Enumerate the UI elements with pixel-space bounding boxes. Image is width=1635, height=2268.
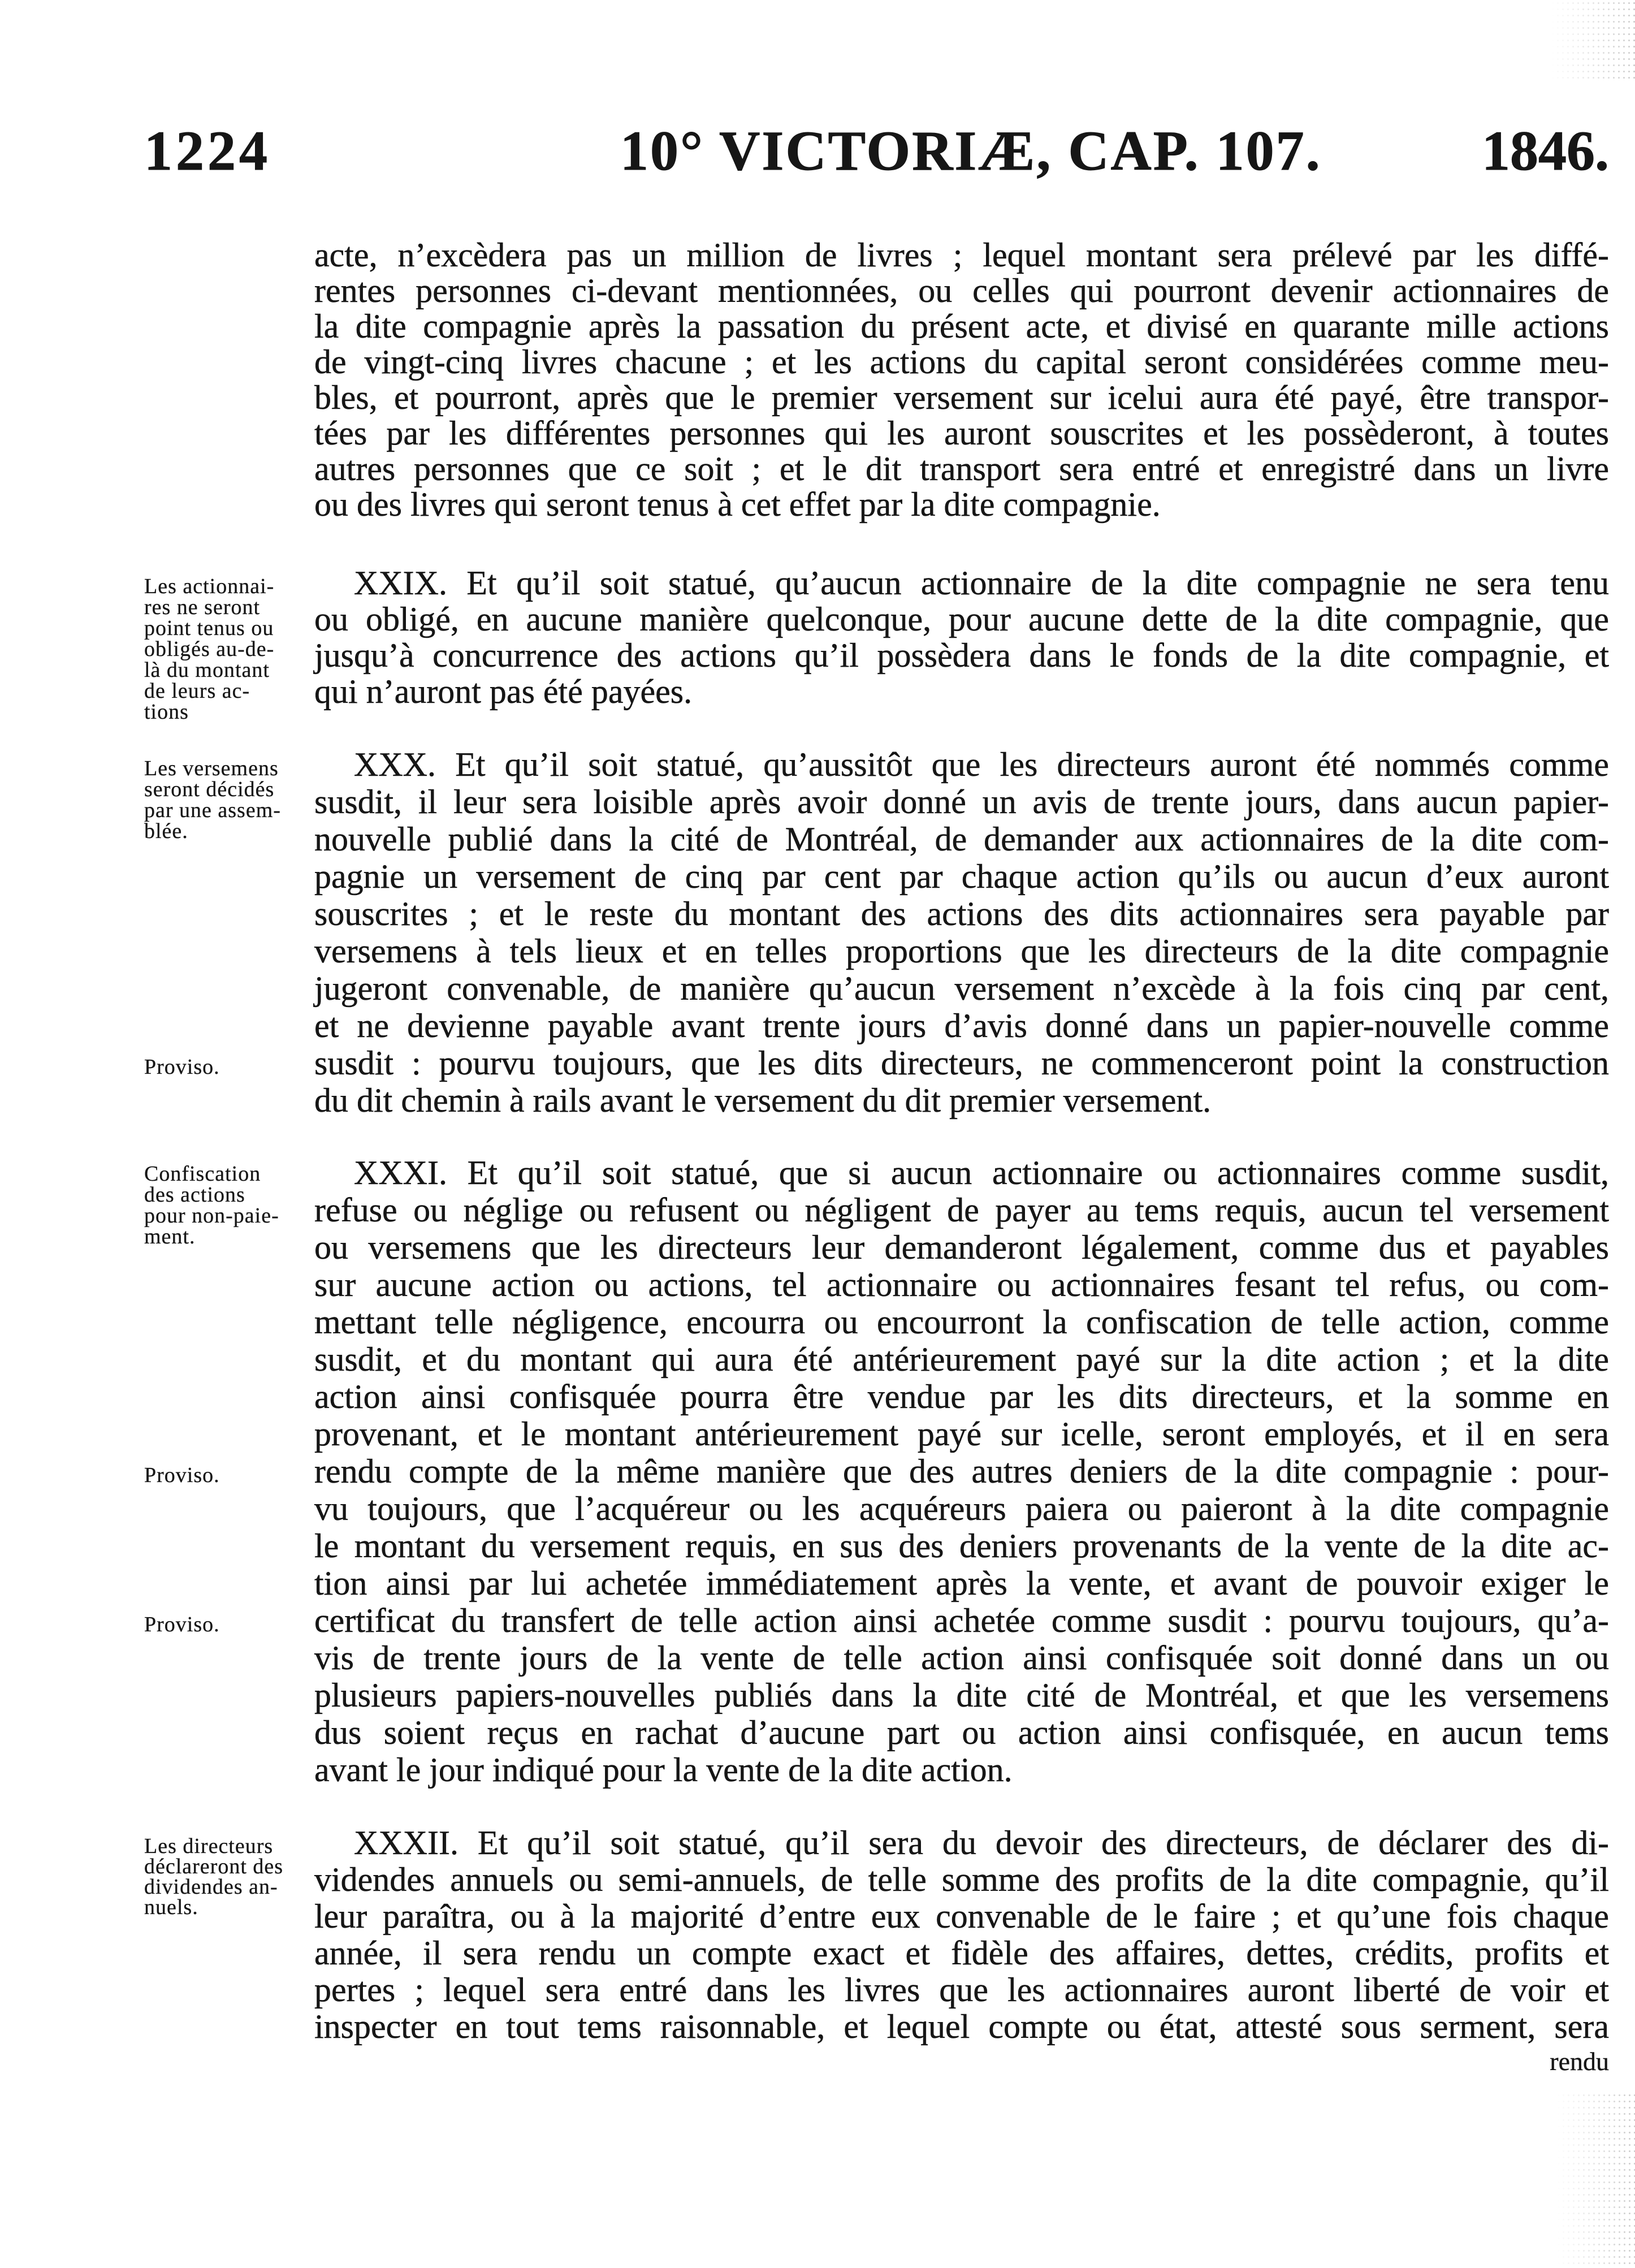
section-xxix	[314, 565, 1609, 710]
catchword: rendu	[1550, 2047, 1609, 2076]
margin-note-proviso	[144, 1465, 302, 1486]
body-line: qui n’auront pas été payées.	[314, 673, 693, 710]
body-line: jusqu’à concurrence des actions qu’il possèdera dans le fonds de la dite compagnie, et	[314, 637, 1609, 674]
margin-note-line: Les actionnai-	[144, 574, 275, 598]
body-line: XXXII. Et qu’il soit statué, qu’il sera du devoir des directeurs, de déclarer des di-	[354, 1824, 1609, 1861]
margin-note-line: seront décidés	[144, 777, 275, 801]
body-line: sur aucune action ou actions, tel actionnaire ou actionnaires fesant tel refus, ou com-	[314, 1266, 1609, 1303]
body-line: inspecter en tout tems raisonnable, et lequel compte ou état, attesté sous serment, sera	[314, 2008, 1609, 2045]
body-line: vu toujours, que l’acquéreur ou les acquéreurs paiera ou paieront à la dite compagnie	[314, 1490, 1609, 1527]
margin-note-line: déclareront des	[144, 1855, 284, 1878]
margin-note-line: Proviso.	[144, 1055, 220, 1079]
body-line: rendu compte de la même manière que des autres deniers de la dite compagnie : pour-	[314, 1453, 1609, 1490]
body-line: pertes ; lequel sera entré dans les livres que les actionnaires auront liberté de voir et	[314, 1971, 1609, 2008]
margin-note-line: res ne seront	[144, 595, 261, 619]
margin-note-line: pour non-paie-	[144, 1204, 279, 1228]
margin-note-line: Les versemens	[144, 757, 279, 780]
body-line: tion ainsi par lui achetée immédiatement après la vente, et avant de pouvoir exiger le	[314, 1565, 1609, 1602]
scan-speckle-bottom-right	[1556, 2092, 1635, 2268]
body-line: susdit, il leur sera loisible après avoir donné un avis de trente jours, dans aucun papier-	[314, 783, 1609, 820]
body-line: pagnie un versement de cinq par cent par chaque action qu’ils ou aucun d’eux auront	[314, 858, 1609, 895]
margin-note-line: point tenus ou	[144, 616, 274, 640]
margin-note-proviso	[144, 1057, 302, 1078]
margin-note-line: obligés au-de-	[144, 637, 275, 661]
body-line: versemens à tels lieux et en telles proportions que les directeurs de la dite compagnie	[314, 932, 1609, 970]
body-line: et ne devienne payable avant trente jours d’avis donné dans un papier-nouvelle comme	[314, 1007, 1609, 1044]
margin-note-forfeiture	[144, 1164, 302, 1247]
margin-note-line: de leurs ac-	[144, 679, 250, 703]
body-line: mettant telle négligence, encourra ou encourront la confiscation de telle action, comme	[314, 1303, 1609, 1341]
body-line: leur paraîtra, ou à la majorité d’entre eux convenable de le faire ; et qu’une fois chaque	[314, 1898, 1609, 1935]
body-line: le montant du versement requis, en sus des deniers provenants de la vente de la dite ac-	[314, 1527, 1609, 1565]
margin-note-line: des actions	[144, 1183, 245, 1207]
body-line: autres personnes que ce soit ; et le dit transport sera entré et enregistré dans un livre	[314, 450, 1609, 487]
section-xxxi	[314, 1154, 1609, 1789]
body-line: année, il sera rendu un compte exact et fidèle des affaires, dettes, crédits, profits et	[314, 1934, 1609, 1972]
margin-note-line: Les directeurs	[144, 1834, 274, 1858]
body-line: refuse ou néglige ou refusent ou négligent de payer au tems requis, aucun tel versement	[314, 1191, 1609, 1229]
body-line: susdit, et du montant qui aura été antérieurement payé sur la dite action ; et la dite	[314, 1341, 1609, 1378]
body-line: tées par les différentes personnes qui les auront souscrites et les possèderont, à toutes	[314, 414, 1609, 452]
body-line: ou versemens que les directeurs leur demanderont légalement, comme dus et payables	[314, 1229, 1609, 1266]
body-line: la dite compagnie après la passation du présent acte, et divisé en quarante mille actions	[314, 308, 1609, 345]
margin-note-calls-for-payment	[144, 758, 302, 842]
body-line: ou des livres qui seront tenus à cet effet par la dite compagnie.	[314, 486, 1161, 523]
margin-note-line: par une assem-	[144, 798, 281, 822]
body-line: bles, et pourront, après que le premier versement sur icelui aura été payé, être transpor-	[314, 379, 1609, 416]
running-title: 10° VICTORIÆ, CAP. 107.	[620, 119, 1322, 182]
body-line: nouvelle publié dans la cité de Montréal, de demander aux actionnaires de la dite com-	[314, 820, 1609, 858]
body-line: certificat du transfert de telle action ainsi achetée comme susdit : pourvu toujours, qu’a-	[314, 1602, 1609, 1639]
body-line: plusieurs papiers-nouvelles publiés dans la dite cité de Montréal, et que les versemens	[314, 1677, 1609, 1714]
body-line: susdit : pourvu toujours, que les dits directeurs, ne commenceront point la construction	[314, 1044, 1609, 1082]
continued-paragraph	[314, 237, 1609, 522]
running-year: 1846.	[1482, 119, 1609, 182]
margin-note-line: Proviso.	[144, 1613, 220, 1636]
margin-note-proviso	[144, 1614, 302, 1635]
section-xxxii	[314, 1825, 1609, 2045]
body-line: souscrites ; et le reste du montant des actions des dits actionnaires sera payable par	[314, 895, 1609, 932]
margin-note-line: Confiscation	[144, 1162, 261, 1186]
margin-note-line: tions	[144, 700, 189, 724]
body-line: action ainsi confisquée pourra être vendue par les dits directeurs, et la somme en	[314, 1378, 1609, 1415]
body-line: rentes personnes ci-devant mentionnées, ou celles qui pourront devenir actionnaires de	[314, 272, 1609, 309]
body-line: ou obligé, en aucune manière quelconque, pour aucune dette de la dite compagnie, que	[314, 601, 1609, 638]
margin-note-line: dividendes an-	[144, 1875, 278, 1899]
margin-note-dividends	[144, 1836, 302, 1917]
body-line: videndes annuels ou semi-annuels, de telle somme des profits de la dite compagnie, qu’il	[314, 1861, 1609, 1898]
margin-note-line: là du montant	[144, 658, 270, 682]
body-line: du dit chemin à rails avant le versement du dit premier versement.	[314, 1082, 1212, 1119]
margin-note-line: ment.	[144, 1225, 196, 1249]
scan-speckle-top-right	[1550, 0, 1635, 79]
margin-note-line: blée.	[144, 819, 188, 843]
margin-note-shareholder-liability	[144, 576, 302, 723]
body-line: dus soient reçus en rachat d’aucune part ou action ainsi confisquée, en aucun tems	[314, 1714, 1609, 1751]
body-line: jugeront convenable, de manière qu’aucun versement n’excède à la fois cinq par cent,	[314, 970, 1609, 1007]
body-line: XXXI. Et qu’il soit statué, que si aucun actionnaire ou actionnaires comme susdit,	[354, 1154, 1609, 1191]
body-line: acte, n’excèdera pas un million de livres ; lequel montant sera prélevé par les diffé-	[314, 236, 1609, 274]
body-line: vis de trente jours de la vente de telle action ainsi confisquée soit donné dans un ou	[314, 1639, 1609, 1677]
page-number: 1224	[144, 119, 271, 182]
body-line: XXIX. Et qu’il soit statué, qu’aucun actionnaire de la dite compagnie ne sera tenu	[354, 564, 1609, 602]
body-line: de vingt-cinq livres chacune ; et les actions du capital seront considérées comme meu-	[314, 343, 1609, 381]
margin-note-line: Proviso.	[144, 1463, 220, 1487]
body-line: avant le jour indiqué pour la vente de la dite action.	[314, 1751, 1013, 1789]
section-xxx	[314, 746, 1609, 1119]
body-line: XXX. Et qu’il soit statué, qu’aussitôt que les directeurs auront été nommés comme	[354, 746, 1609, 783]
body-line: provenant, et le montant antérieurement payé sur icelle, seront employés, et il en sera	[314, 1415, 1609, 1453]
margin-note-line: nuels.	[144, 1895, 198, 1919]
